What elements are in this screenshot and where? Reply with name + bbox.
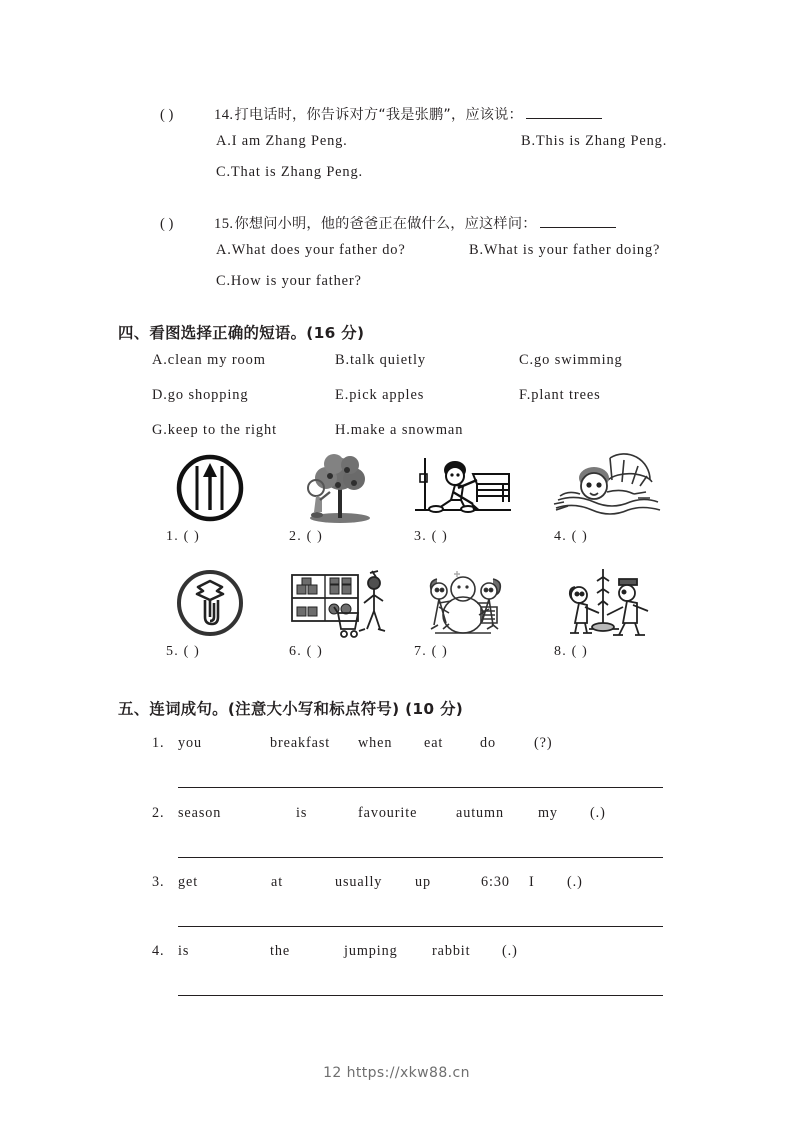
word-order-words-4 [152,943,682,960]
option-a-text: What does your father do? [231,242,406,258]
word-1-1: you [178,735,202,751]
mc-stem [118,104,718,124]
picture-2 [283,452,383,526]
answer-line-1[interactable] [178,787,663,788]
phrase-option-h[interactable] [335,422,463,439]
phrase-f-text: plant trees [531,387,601,403]
word-2-5: my [538,805,558,821]
page-footer: 12 https://xkw88.cn [323,1065,470,1081]
word-4-5: (.) [502,943,518,959]
option-c[interactable] [216,273,362,290]
people-planting-tree-icon [553,567,653,641]
phrase-c-text: go swimming [534,352,623,368]
picture-cell-4 [548,452,668,545]
option-b[interactable] [469,242,660,259]
question-number: 14. [214,107,234,123]
word-3-2: at [271,874,284,890]
word-order-number-1: 1. [152,735,165,751]
fill-blank[interactable] [540,215,616,228]
phrase-f-key: F. [519,387,532,403]
phrase-g-key: G. [152,422,168,438]
option-c[interactable] [216,164,363,181]
word-order-number-4: 4. [152,943,165,959]
mc-stem [118,213,718,233]
question-number: 15. [214,216,234,232]
word-3-7: (.) [567,874,583,890]
word-3-3: usually [335,874,383,890]
word-4-1: is [178,943,190,959]
phrase-b-key: B. [335,352,350,368]
picture-1-label[interactable]: 1. ( ) [166,529,201,544]
phrase-e-key: E. [335,387,350,403]
picture-cell-1 [160,452,260,545]
question-text: 你想问小明，他的爸爸正在做什么，应这样问： [234,216,537,232]
phrase-c-key: C. [519,352,534,368]
option-c-key: C. [216,164,231,180]
children-making-snowman-icon [413,567,513,641]
picture-3-label[interactable]: 3. ( ) [414,529,449,544]
phrase-option-c[interactable] [519,352,623,369]
picture-4 [548,452,668,526]
word-3-1: get [178,874,199,890]
option-c-text: How is your father? [230,273,362,289]
phrase-option-d[interactable] [152,387,248,404]
picture-cell-3 [408,452,518,545]
word-2-3: favourite [358,805,418,821]
boy-cleaning-room-icon [411,452,515,526]
word-4-2: the [270,943,291,959]
word-order-number-2: 2. [152,805,165,821]
phrase-b-text: talk quietly [350,352,426,368]
word-1-5: do [480,735,496,751]
phrase-option-f[interactable] [519,387,601,404]
phrase-g-text: keep to the right [167,422,278,438]
option-b-text: What is your father doing? [483,242,661,258]
phrase-h-text: make a snowman [350,422,464,438]
word-1-3: when [358,735,393,751]
phrase-option-a[interactable] [152,352,266,369]
supermarket-shopping-icon [286,567,390,641]
picture-4-label[interactable]: 4. ( ) [554,529,589,544]
option-b-key: B. [521,133,536,149]
word-order-item-2 [152,805,682,822]
picture-2-label[interactable]: 2. ( ) [289,529,324,544]
word-1-4: eat [424,735,444,751]
answer-bracket[interactable]: ( ) [160,107,174,123]
answer-line-3[interactable] [178,926,663,927]
answer-line-4[interactable] [178,995,663,996]
picture-3 [408,452,518,526]
mc-question-14 [118,104,718,185]
option-a[interactable] [216,242,406,259]
child-swimming-icon [550,452,666,526]
picture-6 [283,567,393,641]
word-2-2: is [296,805,308,821]
question-text: 打电话时，你告诉对方“我是张鹏”，应该说： [234,107,523,123]
phrase-d-key: D. [152,387,168,403]
phrase-e-text: pick apples [349,387,425,403]
keep-to-the-right-sign-icon [174,452,246,526]
picture-7-label[interactable]: 7. ( ) [414,644,449,659]
option-b-key: B. [469,242,484,258]
word-3-6: I [529,874,535,890]
word-order-item-3 [152,874,682,891]
word-2-4: autumn [456,805,504,821]
phrase-option-b[interactable] [335,352,426,369]
picture-7 [408,567,518,641]
picture-6-label[interactable]: 6. ( ) [289,644,324,659]
word-order-item-1 [152,735,682,752]
fill-blank[interactable] [526,106,602,119]
phrase-a-key: A. [152,352,168,368]
talk-quietly-sign-icon [174,567,246,641]
phrase-option-g[interactable] [152,422,277,439]
option-a-key: A. [216,133,232,149]
phrase-d-text: go shopping [167,387,249,403]
option-c-text: That is Zhang Peng. [230,164,363,180]
picture-cell-6 [283,567,393,660]
mc-options [216,133,718,185]
mc-options [216,242,718,294]
picture-cell-8 [548,567,658,660]
option-b[interactable] [521,133,667,150]
picture-1 [160,452,260,526]
word-3-4: up [415,874,431,890]
picture-5-label[interactable]: 5. ( ) [166,644,201,659]
word-order-number-3: 3. [152,874,165,890]
picture-5 [160,567,260,641]
phrase-a-text: clean my room [167,352,266,368]
phrase-option-e[interactable] [335,387,424,404]
section-four-heading: 四、看图选择正确的短语。(16 分) [118,324,365,342]
option-a[interactable] [216,133,348,150]
word-order-words-1 [152,735,682,752]
picking-apples-from-tree-icon [290,452,376,526]
answer-line-2[interactable] [178,857,663,858]
picture-cell-7 [408,567,518,660]
picture-8 [548,567,658,641]
picture-cell-2 [283,452,383,545]
word-order-words-2 [152,805,682,822]
word-4-4: rabbit [432,943,471,959]
option-a-key: A. [216,242,232,258]
section-five-heading: 五、连词成句。(注意大小写和标点符号) (10 分) [118,700,464,718]
word-order-item-4 [152,943,682,960]
picture-cell-5 [160,567,260,660]
word-2-6: (.) [590,805,606,821]
word-1-6: (?) [534,735,553,751]
answer-bracket[interactable]: ( ) [160,216,174,232]
option-a-text: I am Zhang Peng. [231,133,348,149]
option-c-key: C. [216,273,231,289]
word-4-3: jumping [344,943,398,959]
mc-question-15 [118,213,718,294]
picture-8-label[interactable]: 8. ( ) [554,644,589,659]
option-b-text: This is Zhang Peng. [535,133,668,149]
word-order-words-3 [152,874,682,891]
word-3-5: 6:30 [481,874,510,890]
word-1-2: breakfast [270,735,331,751]
word-2-1: season [178,805,222,821]
phrase-h-key: H. [335,422,351,438]
